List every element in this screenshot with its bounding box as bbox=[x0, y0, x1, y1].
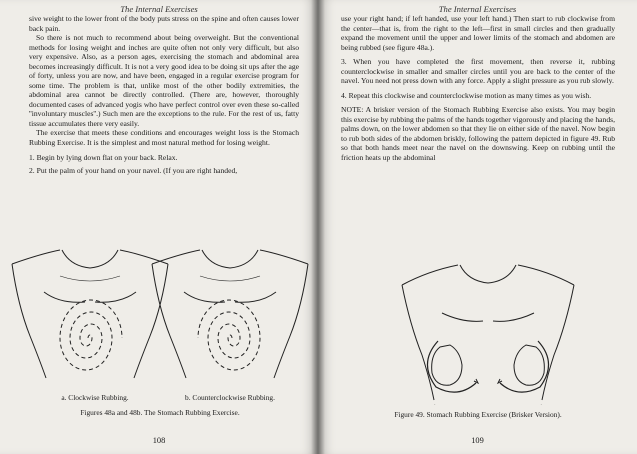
running-head: The Internal Exercises bbox=[120, 4, 198, 14]
note: NOTE: A brisker version of the Stomach Rubbing Exercise also exists. You may begin this exercise by rubbing the palms of the hands together vigorously and placing the hands, palms down, on the lower abdomen so that they lie on either side of the navel. Now begin to rub both sides of the abdomen briskly, following the pattern depicted in figure 49. Rub so that both hands meet near the navel on the downswing. Keep on rubbing until the friction heats up the abdominal bbox=[341, 105, 615, 162]
clockwise-spiral bbox=[60, 300, 122, 370]
paragraph: 4. Repeat this clockwise and counterclockwise motion as many times as you wish. bbox=[341, 90, 592, 100]
right-hand bbox=[514, 345, 544, 385]
figure-caption: Figure 49. Stomach Rubbing Exercise (Brisker Version). bbox=[394, 410, 562, 419]
paragraph: sive weight to the lower front of the body puts stress on the spine and often causes lower back pain. bbox=[29, 14, 299, 33]
step: 2. Put the palm of your hand on your navel. (If you are right handed, bbox=[29, 165, 238, 175]
torso-figure-b bbox=[152, 250, 308, 378]
running-head: The Internal Exercises bbox=[438, 4, 517, 14]
counterclockwise-spiral bbox=[198, 300, 260, 370]
paragraph: The exercise that meets these conditions and encourages weight loss is the Stomach Rubbing Exercise. It is the simplest and most natural method for losing weight. bbox=[29, 128, 299, 147]
figure-label-b: b. Counterclockwise Rubbing. bbox=[185, 393, 275, 402]
body-text bbox=[29, 14, 299, 175]
figure-caption: Figures 48a and 48b. The Stomach Rubbing Exercise. bbox=[80, 408, 240, 417]
paragraph: use your right hand; if left handed, use your left hand.) Then start to rub clockwise from the center—that is, from the right to the left—first in small circles and then gradually expand the movement until the upper and lower limits of the stomach and abdomen are being rubbed (see figure 48a.). bbox=[341, 14, 615, 52]
figure-48-illustration bbox=[0, 246, 318, 396]
left-page bbox=[0, 0, 318, 454]
torso-figure-a bbox=[12, 250, 168, 378]
paragraph: 3. When you have completed the first movement, then reverse it, rubbing counterclockwise in smaller and smaller circles until you are back to the center of the navel. You need not press down with any force. Apply a slight pressure as you rub slowly. bbox=[341, 57, 615, 85]
page-number: 108 bbox=[152, 436, 166, 445]
paragraph: So there is not much to recommend about being overweight. But the conventional methods for losing weight and inches are quite often not only very difficult, but also very expensive. Also, as a person ages, exercising the stomach and abdominal area becomes increasingly difficult. It is not a very good idea to be doing sit ups after the age of forty, unless you are now, and have been, engaged in a regular exercise program for some time. The problem is that, unlike most of the other bodily extremities, the abdominal area cannot be directly controlled. (There are, however, thoroughly documented cases of advanced yogis who have perfect control over even these so-called ''involuntary muscles''.) Such men are the exceptions to the rule. For the rest of us, fatty tissue accumulates there very easily. bbox=[29, 33, 299, 128]
right-page bbox=[318, 0, 637, 454]
page-number: 109 bbox=[471, 436, 484, 445]
book-gutter bbox=[311, 0, 325, 454]
figure-49-illustration bbox=[318, 255, 637, 405]
step: 1. Begin by lying down flat on your back. Relax. bbox=[29, 153, 178, 162]
figure-label-a: a. Clockwise Rubbing. bbox=[61, 393, 129, 402]
left-hand bbox=[432, 345, 462, 385]
body-text bbox=[341, 14, 615, 162]
